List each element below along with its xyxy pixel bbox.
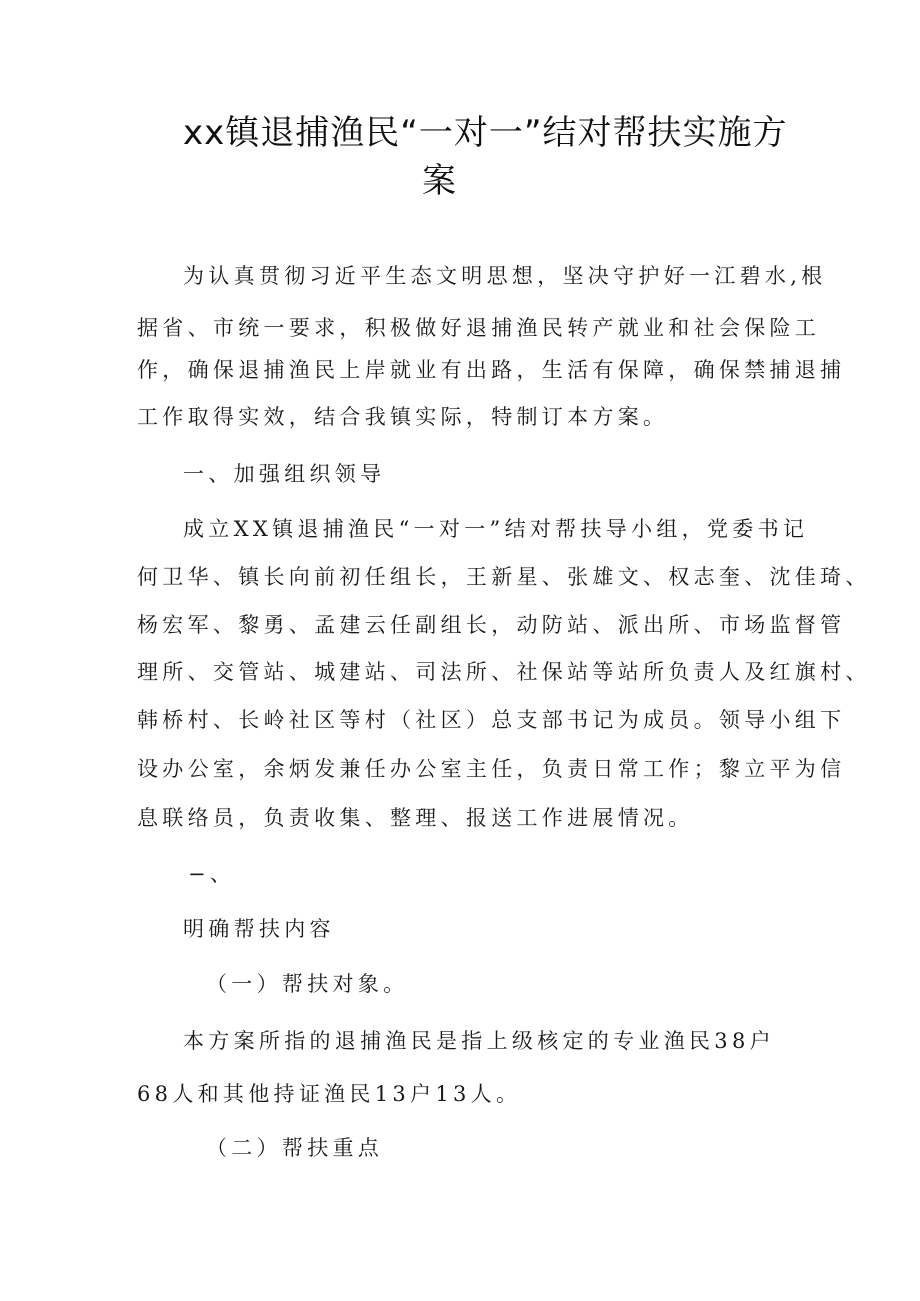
section1-line-5: 韩桥村、长岭社区等村（社区）总支部书记为成员。领导小组下 [137,708,846,732]
subsection2-heading: （二）帮扶重点 [206,1136,384,1160]
document-title-line-2: 案 [422,161,457,201]
intro-line-3: 作，确保退捕渔民上岸就业有出路，生活有保障，确保禁捕退捕 [137,358,846,382]
intro-line-4: 工作取得实效，结合我镇实际，特制订本方案。 [137,405,669,429]
section2-heading: 明确帮扶内容 [183,917,335,941]
section1-line-7: 息联络员，负责收集、整理、报送工作进展情况。 [137,806,694,830]
intro-line-1: 为认真贯彻习近平生态文明思想，坚决守护好一江碧水,根 [183,264,827,288]
section1-heading: 一、加强组织领导 [183,462,386,486]
section1-line-1: 成立XX镇退捕渔民“一对一”结对帮扶导小组，党委书记 [183,517,809,541]
section1-line-3: 杨宏军、黎勇、孟建云任副组长，动防站、派出所、市场监督管 [137,613,846,637]
document-title-line-1: xx镇退捕渔民“一对一”结对帮扶实施方 [183,113,788,153]
section1-line-2: 何卫华、镇长向前初任组长，王新星、张雄文、权志奎、沈佳琦、 [137,565,871,589]
section1-line-6: 设办公室，余炳发兼任办公室主任，负责日常工作；黎立平为信 [137,757,846,781]
subsection1-line-1: 本方案所指的退捕渔民是指上级核定的专业渔民38户 [183,1029,775,1053]
subsection1-heading: （一）帮扶对象。 [206,972,409,996]
subsection1-line-2: 68人和其他持证渔民13户13人。 [137,1082,522,1106]
section2-number: −、 [188,862,236,886]
intro-line-2: 据省、市统一要求，积极做好退捕渔民转产就业和社会保险工 [137,316,821,340]
section1-line-4: 理所、交管站、城建站、司法所、社保站等站所负责人及红旗村、 [137,660,871,684]
